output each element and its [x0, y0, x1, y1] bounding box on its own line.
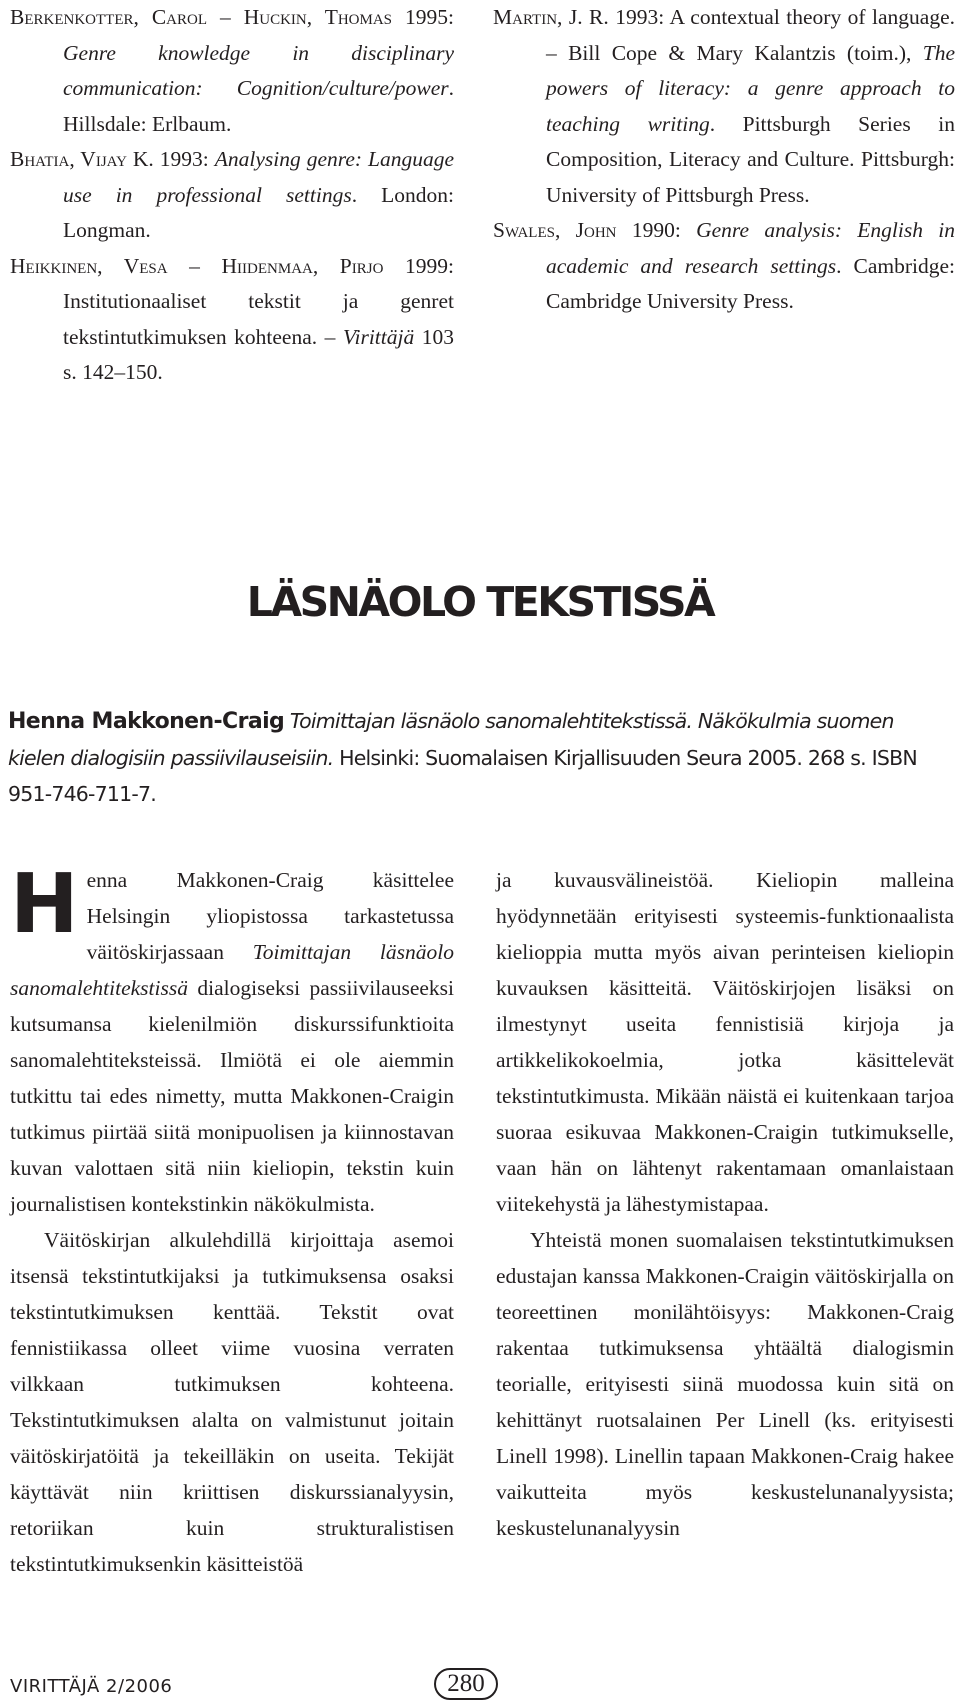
reference-publisher: . Cambridge: Cambridge University Press.: [546, 253, 955, 313]
reference-year: 1990:: [631, 218, 681, 242]
reference-entry: [493, 0, 955, 213]
reference-year: 1993:: [615, 5, 665, 29]
body-paragraph-continued: ja kuvausvälineistöä. Kieliopin malleina hyödynnetään erityisesti systeemis-funktionaalista kielioppia mutta myös aivan perinteisen kieliopin kuvauksen käsitteitä. Väitöskirjojen lisäksi on ilmestynyt useita fennistisiä kirjoja ja artikkelikokoelmia, jotka käsittelevät tekstintutkimusta. Mikään näistä ei kuitenkaan tarjoa suoraa esikuvaa Makkonen-Craigin tutkimukselle, vaan hän on lähtenyt rakentamaan omanlaistaan viitekehystä ja lähestymistapaa.: [496, 868, 954, 1216]
reference-entry: [10, 249, 454, 391]
reference-year: 1999:: [405, 253, 454, 278]
reference-article-title: A contextual theory of language. – Bill Cope & Mary Kalantzis (toim.),: [546, 5, 955, 65]
reference-year: 1995:: [405, 5, 454, 29]
body-paragraph: Yhteistä monen suomalaisen tekstintutkimuksen edustajan kanssa Makkonen-Craigin väitöskirjalla on teoreettinen monilähtöisyys: Makkonen-Craig rakentaa tutkimuksensa yhtäältä dialogismin teorialle, erityisesti siinä muodossa kuin sitä on kehittänyt ruotsalainen Per Linell (ks. erityisesti Linell 1998). Linellin tapaan Makkonen-Craig hakee vaikutteita myös keskustelunanalyysista; keskustelunanalyysin: [496, 1228, 954, 1540]
thesis-title: Toimittajan läsnäolo sanomalehtitekstissä: [10, 940, 454, 1000]
reference-entry: [10, 142, 454, 249]
paragraph-text: enna Makkonen-Craig käsittelee Helsingin yliopistossa tarkastetussa väitöskirjassaan: [86, 868, 454, 964]
body-column-right: [496, 862, 954, 1546]
reference-list-right: [493, 0, 955, 320]
book-bibliography: [8, 703, 954, 812]
reference-author: Swales, John: [493, 218, 617, 242]
reference-author: Martin, J. R.: [493, 5, 609, 29]
reference-journal: Virittäjä: [342, 324, 415, 349]
reference-list-left: [10, 0, 454, 391]
reference-author: Heikkinen, Vesa – Hiidenmaa, Pirjo: [10, 253, 384, 278]
body-paragraph: [10, 857, 454, 1222]
book-title: Toimittajan läsnäolo sanomalehtitekstissä. Näkökulmia suomen kielen dialogisiin passiivilauseisiin.: [8, 709, 894, 770]
reference-publisher: . Hillsdale: Erlbaum.: [63, 76, 454, 136]
body-column-left: [10, 857, 454, 1582]
reference-entry: [10, 0, 454, 142]
book-author: Henna Makkonen-Craig: [8, 709, 285, 734]
journal-issue: VIRITTÄJÄ 2/2006: [10, 1676, 173, 1697]
drop-cap: H: [10, 857, 79, 952]
reference-publisher: . London: Longman.: [63, 182, 454, 242]
reference-author: Berkenkotter, Carol – Huckin, Thomas: [10, 5, 393, 29]
reference-title: Analysing genre: Language use in professional settings: [63, 147, 455, 207]
review-title: LÄSNÄOLO TEKSTISSÄ: [246, 578, 714, 626]
reference-entry: [493, 213, 955, 320]
reference-year: 1993:: [159, 147, 209, 171]
reference-publisher: . Pittsburgh Series in Composition, Literacy and Culture. Pittsburgh: University of Pittsburgh Press.: [546, 111, 955, 207]
body-paragraph: Väitöskirjan alkulehdillä kirjoittaja asemoi itsensä tekstintutkijaksi ja tutkimuksensa osaksi tekstintutkimuksen kenttää. Tekstit ovat fennistiikassa olleet viime vuosina verraten vilkkaan tutkimuksen kohteena. Tekstintutkimuksen alalta on valmistunut joitain väitöskirjatöitä ja tekeilläkin on useita. Tekijät käyttävät niin kriittisen diskurssianalyysin, retoriikan kuin strukturalistisen tekstintutkimuksenkin käsitteistöä: [10, 1228, 454, 1576]
reference-title: The powers of literacy: a genre approach to teaching writing: [546, 40, 955, 136]
reference-article-title: Institutionaaliset tekstit ja genret tekstintutkimuksen kohteena. –: [63, 289, 454, 349]
page-number: 280: [434, 1668, 498, 1700]
reference-title: Genre analysis: English in academic and research settings: [546, 218, 956, 278]
reference-title: Genre knowledge in disciplinary communication: Cognition/culture/power: [63, 40, 454, 100]
reference-author: Bhatia, Vijay K.: [10, 147, 154, 171]
reference-pages: 103 s. 142–150.: [63, 324, 455, 384]
book-publication-info: Helsinki: Suomalaisen Kirjallisuuden Seura 2005. 268 s. ISBN 951-746-711-7.: [8, 746, 917, 806]
paragraph-text: dialogiseksi passiivilauseeksi kutsumansa kielenilmiön diskurssifunktioita sanomalehtiteksteissä. Ilmiötä ei ole aiemmin tutkittu tai edes nimetty, mutta Makkonen-Craigin tutkimus piirtää siitä monipuolisen ja kiinnostavan kuvan valottaen sitä niin kieliopin, tekstin kuin journalistisen kontekstinkin näkökulmista.: [10, 976, 454, 1216]
